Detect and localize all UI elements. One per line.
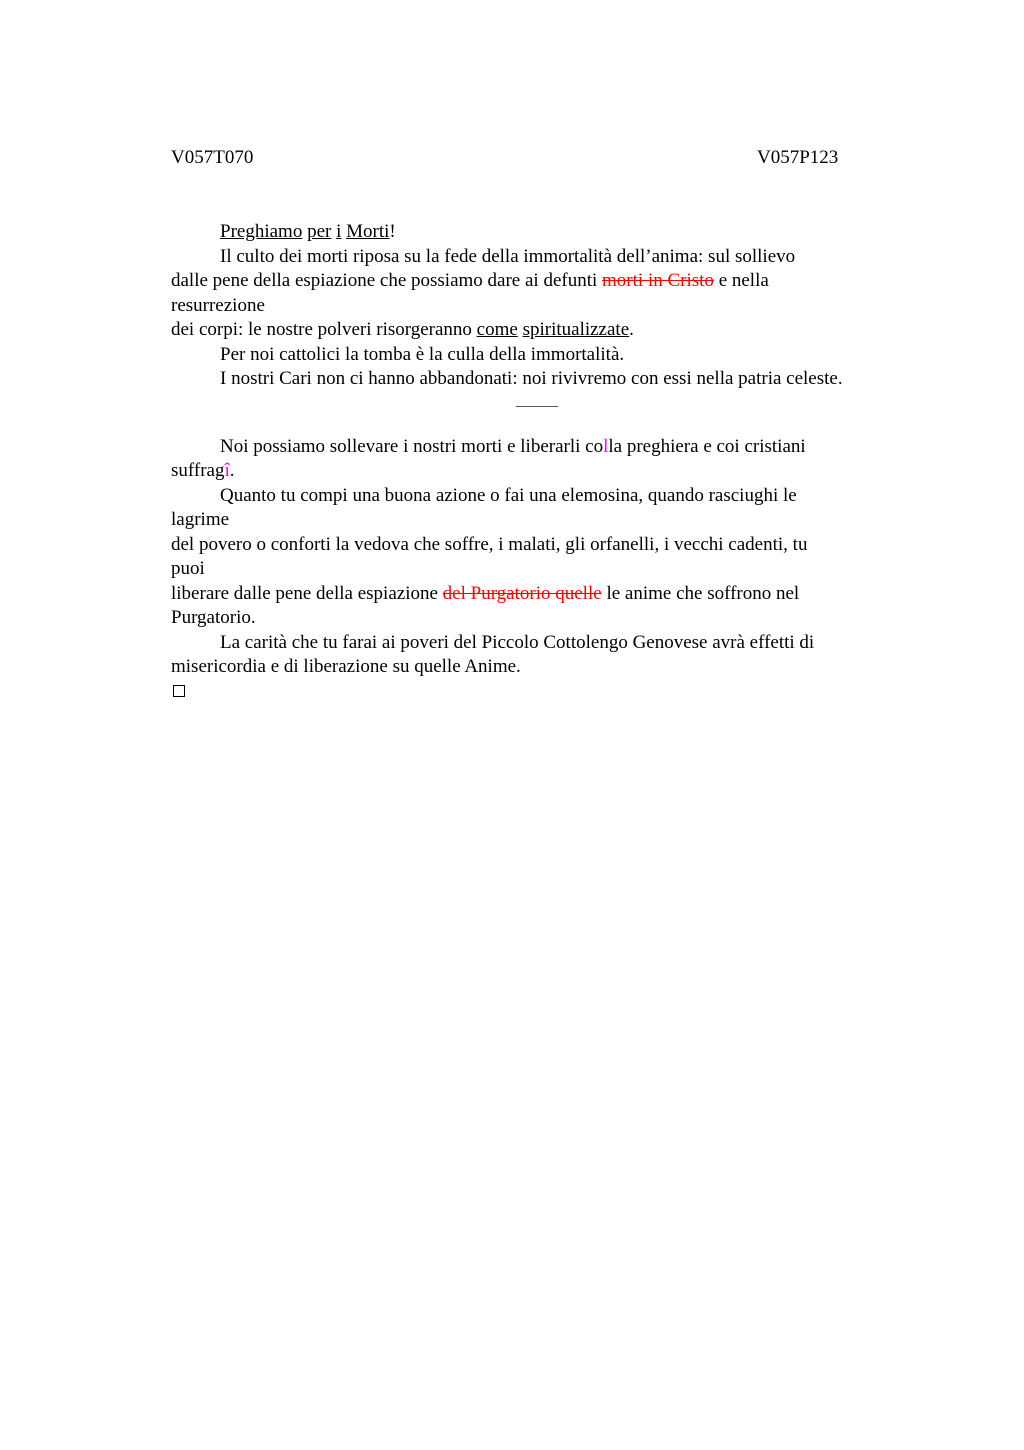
title-word: i (336, 221, 342, 242)
paragraph-line (171, 459, 901, 484)
spacer (171, 416, 901, 435)
paragraph-line: misericordia e di liberazione su quelle Anime. (171, 656, 521, 677)
paragraph-line (171, 318, 901, 343)
paragraph-line (171, 582, 901, 607)
text-run: le anime che soffrono nel (601, 582, 800, 604)
paragraph-line: Per noi cattolici la tomba è la culla della immortalità. (220, 343, 625, 365)
paragraph-line: I nostri Cari non ci hanno abbandonati: noi rivivremo con essi nella patria celeste. (220, 368, 843, 389)
paragraph-line: del povero o conforti la vedova che soffre, i malati, gli orfanelli, i vecchi cadenti, tu (171, 533, 808, 555)
text-run: Noi possiamo sollevare i nostri morti e liberarli co (220, 435, 604, 457)
title-punctuation: ! (389, 221, 396, 242)
paragraph-line: La carità che tu farai ai poveri del Piccolo Cottolengo Genovese avrà effetti di (220, 631, 815, 653)
text-run: dalle pene della espiazione che possiamo dare ai defunti (171, 270, 603, 291)
document-body (171, 220, 901, 704)
paragraph-line: Quanto tu compi una buona azione o fai una elemosina, quando rasciughi le (220, 484, 797, 506)
paragraph-line (171, 269, 901, 294)
deleted-text: morti in Cristo (602, 270, 714, 291)
text-run: . (229, 460, 235, 481)
text-run: la preghiera e coi cristiani (608, 435, 806, 457)
text-run: suffrag (171, 460, 225, 481)
section-separator (171, 392, 901, 416)
end-marker (171, 680, 901, 704)
inserted-text: î (224, 460, 230, 481)
deleted-text: del Purgatorio quelle (442, 582, 602, 604)
underlined-text: come (476, 319, 518, 340)
page-code-right: V057P123 (757, 147, 839, 168)
separator-rule (516, 406, 558, 407)
title-word: Preghiamo (220, 221, 303, 242)
paragraph-line: resurrezione (171, 294, 265, 316)
square-icon (173, 685, 185, 697)
underlined-text: spiritualizzate (522, 319, 630, 340)
inserted-text: l (603, 435, 609, 457)
paragraph-line: lagrime (171, 509, 230, 530)
document-code-left: V057T070 (171, 147, 254, 168)
title-word: per (307, 221, 332, 242)
text-run: . (629, 319, 634, 340)
text-run: liberare dalle pene della espiazione (171, 582, 443, 604)
paragraph-line (171, 435, 901, 460)
document-title (171, 220, 901, 245)
paragraph-line: Purgatorio. (171, 607, 256, 628)
paragraph-line: puoi (171, 558, 205, 579)
paragraph-line: Il culto dei morti riposa su la fede della immortalità dell’anima: sul sollievo (220, 245, 796, 267)
text-run: e nella (713, 270, 769, 291)
text-run: dei corpi: le nostre polveri risorgeranno (171, 319, 477, 340)
title-word: Morti (346, 221, 390, 242)
